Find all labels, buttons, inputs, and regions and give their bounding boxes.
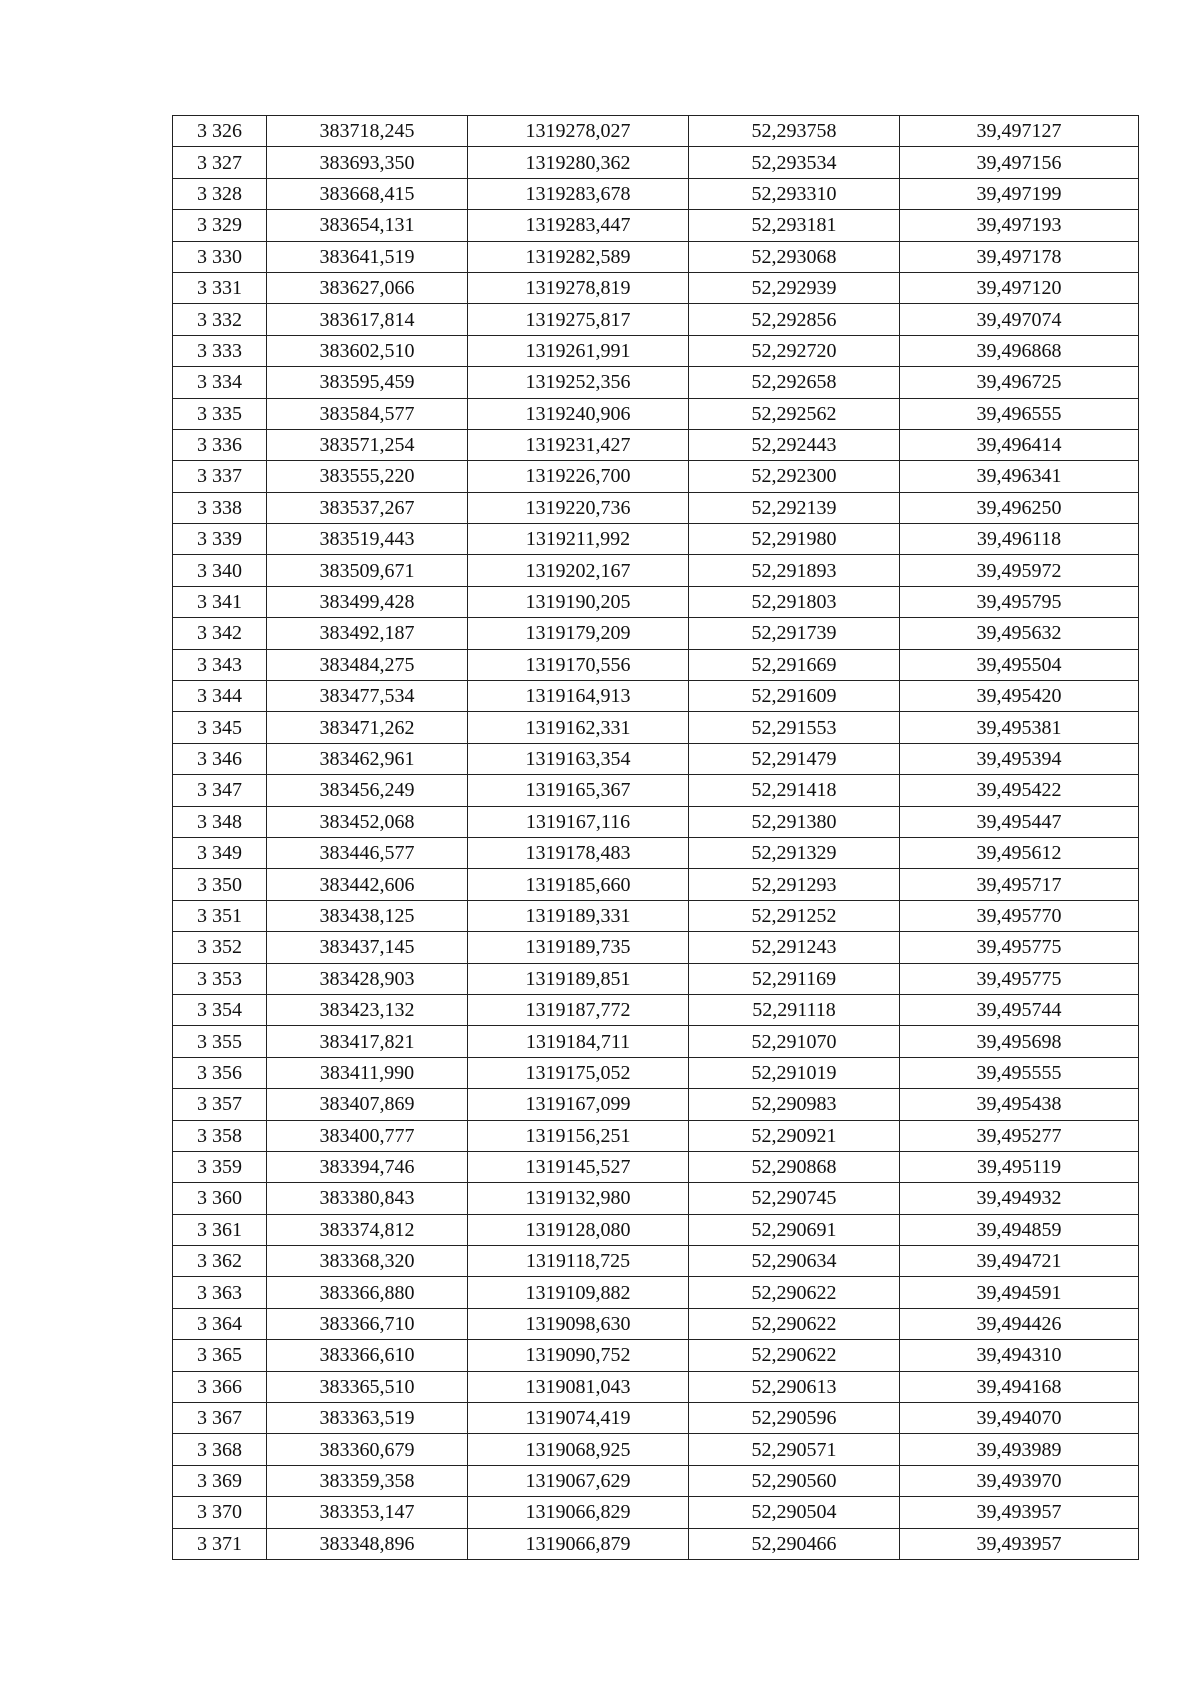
table-row [173, 335, 1139, 366]
table-row [173, 586, 1139, 617]
longitude-cell: 39,494168 [900, 1371, 1139, 1402]
latitude-cell: 52,290921 [689, 1120, 900, 1151]
latitude-cell: 52,291418 [689, 775, 900, 806]
point-number-cell: 3 328 [173, 178, 267, 209]
longitude-cell: 39,496414 [900, 429, 1139, 460]
point-number-cell: 3 355 [173, 1026, 267, 1057]
y-coordinate-cell: 1319185,660 [468, 869, 689, 900]
point-number-cell: 3 348 [173, 806, 267, 837]
point-number-cell: 3 367 [173, 1403, 267, 1434]
y-coordinate-cell: 1319275,817 [468, 304, 689, 335]
x-coordinate-cell: 383437,145 [267, 932, 468, 963]
longitude-cell: 39,495394 [900, 743, 1139, 774]
latitude-cell: 52,291293 [689, 869, 900, 900]
point-number-cell: 3 343 [173, 649, 267, 680]
point-number-cell: 3 334 [173, 367, 267, 398]
latitude-cell: 52,290596 [689, 1403, 900, 1434]
longitude-cell: 39,494070 [900, 1403, 1139, 1434]
longitude-cell: 39,493989 [900, 1434, 1139, 1465]
point-number-cell: 3 332 [173, 304, 267, 335]
point-number-cell: 3 351 [173, 900, 267, 931]
longitude-cell: 39,495277 [900, 1120, 1139, 1151]
point-number-cell: 3 336 [173, 429, 267, 460]
x-coordinate-cell: 383446,577 [267, 837, 468, 868]
x-coordinate-cell: 383617,814 [267, 304, 468, 335]
longitude-cell: 39,495422 [900, 775, 1139, 806]
x-coordinate-cell: 383484,275 [267, 649, 468, 680]
latitude-cell: 52,290622 [689, 1308, 900, 1339]
x-coordinate-cell: 383442,606 [267, 869, 468, 900]
latitude-cell: 52,290745 [689, 1183, 900, 1214]
point-number-cell: 3 329 [173, 210, 267, 241]
y-coordinate-cell: 1319170,556 [468, 649, 689, 680]
x-coordinate-cell: 383693,350 [267, 147, 468, 178]
table-row [173, 1057, 1139, 1088]
table-row [173, 272, 1139, 303]
table-row [173, 555, 1139, 586]
y-coordinate-cell: 1319067,629 [468, 1465, 689, 1496]
point-number-cell: 3 370 [173, 1497, 267, 1528]
x-coordinate-cell: 383492,187 [267, 618, 468, 649]
x-coordinate-cell: 383668,415 [267, 178, 468, 209]
latitude-cell: 52,290691 [689, 1214, 900, 1245]
longitude-cell: 39,494310 [900, 1340, 1139, 1371]
table-row [173, 1465, 1139, 1496]
point-number-cell: 3 344 [173, 681, 267, 712]
point-number-cell: 3 341 [173, 586, 267, 617]
latitude-cell: 52,290634 [689, 1246, 900, 1277]
longitude-cell: 39,495447 [900, 806, 1139, 837]
x-coordinate-cell: 383407,869 [267, 1089, 468, 1120]
table-row [173, 1214, 1139, 1245]
latitude-cell: 52,292562 [689, 398, 900, 429]
y-coordinate-cell: 1319189,735 [468, 932, 689, 963]
y-coordinate-cell: 1319167,116 [468, 806, 689, 837]
latitude-cell: 52,291553 [689, 712, 900, 743]
table-row [173, 1120, 1139, 1151]
coordinates-table-body [173, 116, 1139, 1560]
point-number-cell: 3 357 [173, 1089, 267, 1120]
coordinates-table [172, 115, 1139, 1560]
point-number-cell: 3 326 [173, 116, 267, 147]
latitude-cell: 52,291169 [689, 963, 900, 994]
latitude-cell: 52,290466 [689, 1528, 900, 1559]
x-coordinate-cell: 383428,903 [267, 963, 468, 994]
y-coordinate-cell: 1319240,906 [468, 398, 689, 429]
point-number-cell: 3 338 [173, 492, 267, 523]
latitude-cell: 52,293758 [689, 116, 900, 147]
y-coordinate-cell: 1319278,819 [468, 272, 689, 303]
point-number-cell: 3 363 [173, 1277, 267, 1308]
x-coordinate-cell: 383654,131 [267, 210, 468, 241]
latitude-cell: 52,291243 [689, 932, 900, 963]
y-coordinate-cell: 1319179,209 [468, 618, 689, 649]
latitude-cell: 52,292658 [689, 367, 900, 398]
point-number-cell: 3 353 [173, 963, 267, 994]
latitude-cell: 52,291118 [689, 994, 900, 1025]
x-coordinate-cell: 383456,249 [267, 775, 468, 806]
latitude-cell: 52,292856 [689, 304, 900, 335]
table-row [173, 837, 1139, 868]
point-number-cell: 3 345 [173, 712, 267, 743]
longitude-cell: 39,497156 [900, 147, 1139, 178]
latitude-cell: 52,291070 [689, 1026, 900, 1057]
point-number-cell: 3 350 [173, 869, 267, 900]
latitude-cell: 52,291669 [689, 649, 900, 680]
longitude-cell: 39,497127 [900, 116, 1139, 147]
y-coordinate-cell: 1319145,527 [468, 1151, 689, 1182]
y-coordinate-cell: 1319202,167 [468, 555, 689, 586]
latitude-cell: 52,290868 [689, 1151, 900, 1182]
latitude-cell: 52,291739 [689, 618, 900, 649]
x-coordinate-cell: 383353,147 [267, 1497, 468, 1528]
longitude-cell: 39,496868 [900, 335, 1139, 366]
longitude-cell: 39,495698 [900, 1026, 1139, 1057]
y-coordinate-cell: 1319211,992 [468, 524, 689, 555]
y-coordinate-cell: 1319164,913 [468, 681, 689, 712]
y-coordinate-cell: 1319066,829 [468, 1497, 689, 1528]
table-row [173, 618, 1139, 649]
point-number-cell: 3 358 [173, 1120, 267, 1151]
longitude-cell: 39,495632 [900, 618, 1139, 649]
x-coordinate-cell: 383380,843 [267, 1183, 468, 1214]
y-coordinate-cell: 1319163,354 [468, 743, 689, 774]
point-number-cell: 3 371 [173, 1528, 267, 1559]
point-number-cell: 3 335 [173, 398, 267, 429]
point-number-cell: 3 347 [173, 775, 267, 806]
latitude-cell: 52,291980 [689, 524, 900, 555]
latitude-cell: 52,291329 [689, 837, 900, 868]
y-coordinate-cell: 1319165,367 [468, 775, 689, 806]
table-row [173, 116, 1139, 147]
point-number-cell: 3 330 [173, 241, 267, 272]
point-number-cell: 3 359 [173, 1151, 267, 1182]
x-coordinate-cell: 383438,125 [267, 900, 468, 931]
y-coordinate-cell: 1319187,772 [468, 994, 689, 1025]
y-coordinate-cell: 1319178,483 [468, 837, 689, 868]
latitude-cell: 52,292939 [689, 272, 900, 303]
x-coordinate-cell: 383366,610 [267, 1340, 468, 1371]
latitude-cell: 52,292139 [689, 492, 900, 523]
longitude-cell: 39,493970 [900, 1465, 1139, 1496]
x-coordinate-cell: 383718,245 [267, 116, 468, 147]
x-coordinate-cell: 383519,443 [267, 524, 468, 555]
point-number-cell: 3 356 [173, 1057, 267, 1088]
latitude-cell: 52,290560 [689, 1465, 900, 1496]
point-number-cell: 3 365 [173, 1340, 267, 1371]
table-row [173, 900, 1139, 931]
point-number-cell: 3 368 [173, 1434, 267, 1465]
longitude-cell: 39,495119 [900, 1151, 1139, 1182]
y-coordinate-cell: 1319190,205 [468, 586, 689, 617]
y-coordinate-cell: 1319278,027 [468, 116, 689, 147]
y-coordinate-cell: 1319109,882 [468, 1277, 689, 1308]
x-coordinate-cell: 383363,519 [267, 1403, 468, 1434]
table-row [173, 932, 1139, 963]
table-row [173, 775, 1139, 806]
y-coordinate-cell: 1319098,630 [468, 1308, 689, 1339]
longitude-cell: 39,496250 [900, 492, 1139, 523]
longitude-cell: 39,496555 [900, 398, 1139, 429]
point-number-cell: 3 366 [173, 1371, 267, 1402]
table-row [173, 1026, 1139, 1057]
x-coordinate-cell: 383602,510 [267, 335, 468, 366]
point-number-cell: 3 352 [173, 932, 267, 963]
point-number-cell: 3 360 [173, 1183, 267, 1214]
x-coordinate-cell: 383394,746 [267, 1151, 468, 1182]
longitude-cell: 39,495972 [900, 555, 1139, 586]
longitude-cell: 39,497199 [900, 178, 1139, 209]
x-coordinate-cell: 383365,510 [267, 1371, 468, 1402]
y-coordinate-cell: 1319074,419 [468, 1403, 689, 1434]
latitude-cell: 52,293068 [689, 241, 900, 272]
table-row [173, 461, 1139, 492]
y-coordinate-cell: 1319118,725 [468, 1246, 689, 1277]
point-number-cell: 3 354 [173, 994, 267, 1025]
table-row [173, 1183, 1139, 1214]
table-row [173, 1308, 1139, 1339]
longitude-cell: 39,495612 [900, 837, 1139, 868]
point-number-cell: 3 339 [173, 524, 267, 555]
y-coordinate-cell: 1319261,991 [468, 335, 689, 366]
table-row [173, 1089, 1139, 1120]
table-row [173, 147, 1139, 178]
x-coordinate-cell: 383509,671 [267, 555, 468, 586]
latitude-cell: 52,292443 [689, 429, 900, 460]
y-coordinate-cell: 1319081,043 [468, 1371, 689, 1402]
y-coordinate-cell: 1319231,427 [468, 429, 689, 460]
latitude-cell: 52,291803 [689, 586, 900, 617]
x-coordinate-cell: 383366,710 [267, 1308, 468, 1339]
latitude-cell: 52,293534 [689, 147, 900, 178]
longitude-cell: 39,495717 [900, 869, 1139, 900]
table-row [173, 524, 1139, 555]
y-coordinate-cell: 1319175,052 [468, 1057, 689, 1088]
latitude-cell: 52,291609 [689, 681, 900, 712]
longitude-cell: 39,494859 [900, 1214, 1139, 1245]
longitude-cell: 39,493957 [900, 1497, 1139, 1528]
x-coordinate-cell: 383348,896 [267, 1528, 468, 1559]
table-row [173, 398, 1139, 429]
x-coordinate-cell: 383452,068 [267, 806, 468, 837]
longitude-cell: 39,496118 [900, 524, 1139, 555]
table-row [173, 963, 1139, 994]
table-row [173, 681, 1139, 712]
table-row [173, 1246, 1139, 1277]
latitude-cell: 52,293181 [689, 210, 900, 241]
table-row [173, 1340, 1139, 1371]
x-coordinate-cell: 383462,961 [267, 743, 468, 774]
y-coordinate-cell: 1319068,925 [468, 1434, 689, 1465]
table-row [173, 367, 1139, 398]
table-row [173, 1497, 1139, 1528]
y-coordinate-cell: 1319132,980 [468, 1183, 689, 1214]
longitude-cell: 39,496341 [900, 461, 1139, 492]
y-coordinate-cell: 1319128,080 [468, 1214, 689, 1245]
longitude-cell: 39,494721 [900, 1246, 1139, 1277]
point-number-cell: 3 333 [173, 335, 267, 366]
point-number-cell: 3 349 [173, 837, 267, 868]
x-coordinate-cell: 383499,428 [267, 586, 468, 617]
table-row [173, 429, 1139, 460]
latitude-cell: 52,291019 [689, 1057, 900, 1088]
longitude-cell: 39,494932 [900, 1183, 1139, 1214]
x-coordinate-cell: 383584,577 [267, 398, 468, 429]
x-coordinate-cell: 383417,821 [267, 1026, 468, 1057]
x-coordinate-cell: 383366,880 [267, 1277, 468, 1308]
longitude-cell: 39,495555 [900, 1057, 1139, 1088]
table-row [173, 241, 1139, 272]
table-row [173, 1528, 1139, 1559]
longitude-cell: 39,495438 [900, 1089, 1139, 1120]
longitude-cell: 39,493957 [900, 1528, 1139, 1559]
longitude-cell: 39,494591 [900, 1277, 1139, 1308]
latitude-cell: 52,291893 [689, 555, 900, 586]
point-number-cell: 3 361 [173, 1214, 267, 1245]
table-row [173, 1151, 1139, 1182]
table-row [173, 210, 1139, 241]
x-coordinate-cell: 383423,132 [267, 994, 468, 1025]
y-coordinate-cell: 1319226,700 [468, 461, 689, 492]
y-coordinate-cell: 1319066,879 [468, 1528, 689, 1559]
table-row [173, 1403, 1139, 1434]
longitude-cell: 39,494426 [900, 1308, 1139, 1339]
table-row [173, 178, 1139, 209]
point-number-cell: 3 331 [173, 272, 267, 303]
table-row [173, 994, 1139, 1025]
y-coordinate-cell: 1319282,589 [468, 241, 689, 272]
latitude-cell: 52,292720 [689, 335, 900, 366]
point-number-cell: 3 364 [173, 1308, 267, 1339]
y-coordinate-cell: 1319189,331 [468, 900, 689, 931]
point-number-cell: 3 337 [173, 461, 267, 492]
point-number-cell: 3 362 [173, 1246, 267, 1277]
x-coordinate-cell: 383641,519 [267, 241, 468, 272]
latitude-cell: 52,290622 [689, 1340, 900, 1371]
longitude-cell: 39,495775 [900, 932, 1139, 963]
x-coordinate-cell: 383374,812 [267, 1214, 468, 1245]
table-row [173, 1277, 1139, 1308]
x-coordinate-cell: 383411,990 [267, 1057, 468, 1088]
x-coordinate-cell: 383477,534 [267, 681, 468, 712]
latitude-cell: 52,290983 [689, 1089, 900, 1120]
point-number-cell: 3 340 [173, 555, 267, 586]
y-coordinate-cell: 1319252,356 [468, 367, 689, 398]
table-row [173, 869, 1139, 900]
y-coordinate-cell: 1319220,736 [468, 492, 689, 523]
latitude-cell: 52,290571 [689, 1434, 900, 1465]
longitude-cell: 39,496725 [900, 367, 1139, 398]
longitude-cell: 39,495744 [900, 994, 1139, 1025]
latitude-cell: 52,291380 [689, 806, 900, 837]
point-number-cell: 3 342 [173, 618, 267, 649]
y-coordinate-cell: 1319283,678 [468, 178, 689, 209]
table-row [173, 304, 1139, 335]
longitude-cell: 39,497193 [900, 210, 1139, 241]
longitude-cell: 39,497120 [900, 272, 1139, 303]
x-coordinate-cell: 383627,066 [267, 272, 468, 303]
y-coordinate-cell: 1319162,331 [468, 712, 689, 743]
x-coordinate-cell: 383360,679 [267, 1434, 468, 1465]
y-coordinate-cell: 1319280,362 [468, 147, 689, 178]
x-coordinate-cell: 383571,254 [267, 429, 468, 460]
table-row [173, 1371, 1139, 1402]
x-coordinate-cell: 383555,220 [267, 461, 468, 492]
y-coordinate-cell: 1319156,251 [468, 1120, 689, 1151]
y-coordinate-cell: 1319189,851 [468, 963, 689, 994]
latitude-cell: 52,291252 [689, 900, 900, 931]
latitude-cell: 52,291479 [689, 743, 900, 774]
x-coordinate-cell: 383471,262 [267, 712, 468, 743]
table-row [173, 1434, 1139, 1465]
longitude-cell: 39,495420 [900, 681, 1139, 712]
y-coordinate-cell: 1319283,447 [468, 210, 689, 241]
latitude-cell: 52,290613 [689, 1371, 900, 1402]
y-coordinate-cell: 1319090,752 [468, 1340, 689, 1371]
y-coordinate-cell: 1319184,711 [468, 1026, 689, 1057]
longitude-cell: 39,495381 [900, 712, 1139, 743]
longitude-cell: 39,497074 [900, 304, 1139, 335]
x-coordinate-cell: 383359,358 [267, 1465, 468, 1496]
table-row [173, 712, 1139, 743]
table-row [173, 806, 1139, 837]
x-coordinate-cell: 383368,320 [267, 1246, 468, 1277]
x-coordinate-cell: 383595,459 [267, 367, 468, 398]
point-number-cell: 3 369 [173, 1465, 267, 1496]
latitude-cell: 52,290622 [689, 1277, 900, 1308]
latitude-cell: 52,290504 [689, 1497, 900, 1528]
x-coordinate-cell: 383537,267 [267, 492, 468, 523]
longitude-cell: 39,495775 [900, 963, 1139, 994]
table-row [173, 492, 1139, 523]
longitude-cell: 39,495795 [900, 586, 1139, 617]
table-row [173, 743, 1139, 774]
longitude-cell: 39,497178 [900, 241, 1139, 272]
y-coordinate-cell: 1319167,099 [468, 1089, 689, 1120]
longitude-cell: 39,495770 [900, 900, 1139, 931]
point-number-cell: 3 346 [173, 743, 267, 774]
longitude-cell: 39,495504 [900, 649, 1139, 680]
point-number-cell: 3 327 [173, 147, 267, 178]
x-coordinate-cell: 383400,777 [267, 1120, 468, 1151]
table-row [173, 649, 1139, 680]
latitude-cell: 52,293310 [689, 178, 900, 209]
latitude-cell: 52,292300 [689, 461, 900, 492]
